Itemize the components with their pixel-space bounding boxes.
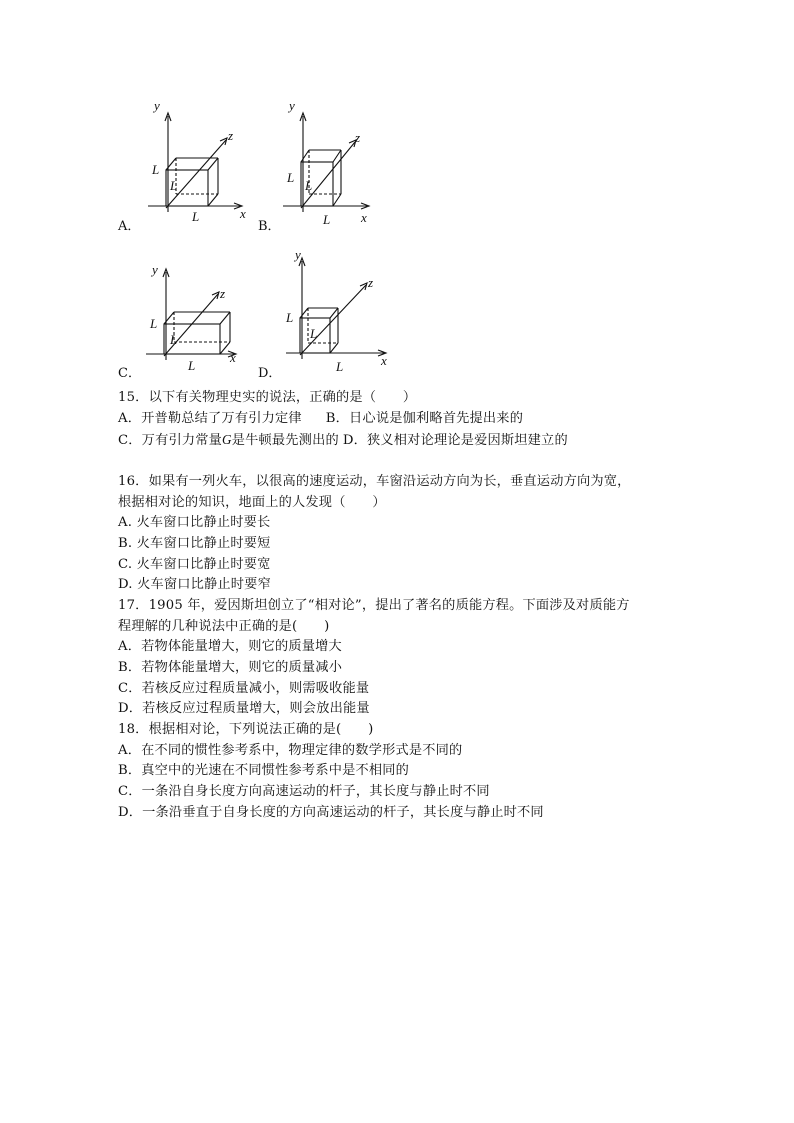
q16-stem-line1: 16．如果有一列火车，以很高的速度运动，车窗沿运动方向为长，垂直运动方向为宽， — [118, 474, 631, 489]
q15-stem: 15．以下有关物理史实的说法，正确的是（ ） — [118, 390, 417, 405]
figure-option-a — [140, 100, 260, 230]
option-b-label: B． — [258, 219, 281, 234]
length-label-y: L — [150, 316, 158, 331]
figure-option-c — [140, 260, 260, 375]
length-label-x: L — [336, 359, 344, 374]
z-axis-label: z — [220, 286, 226, 301]
q18-option-b: B．真空中的光速在不同惯性参考系中是不相同的 — [118, 763, 410, 778]
length-label-x: L — [188, 358, 196, 373]
q16-option-d: D. 火车窗口比静止时要窄 — [118, 577, 271, 592]
z-axis-label: z — [368, 275, 374, 290]
z-axis-label: z — [228, 128, 234, 143]
q15-option-a: A．开普勒总结了万有引力定律 — [118, 411, 302, 426]
q15-option-d: D．狭义相对论理论是爱因斯坦建立的 — [342, 433, 568, 448]
q17-stem-line2: 程理解的几种说法中正确的是( ) — [118, 619, 330, 634]
q15-option-c-pre: C．万有引力常量 — [118, 433, 223, 448]
length-label-x: L — [323, 212, 331, 227]
q15-option-b: B．日心说是伽利略首先提出来的 — [325, 411, 524, 426]
q16-option-b: B. 火车窗口比静止时要短 — [118, 536, 271, 551]
q17-option-c: C．若核反应过程质量减小，则需吸收能量 — [118, 681, 370, 696]
z-axis-label: z — [355, 130, 361, 145]
cube-diagram-c — [140, 260, 260, 375]
x-axis-label: x — [240, 206, 246, 221]
length-label-z: L — [170, 178, 178, 193]
option-a-label: A． — [118, 219, 141, 234]
figure-option-d — [280, 245, 400, 375]
length-label-z: L — [310, 326, 318, 341]
option-c-label: C． — [118, 366, 141, 381]
q15-option-c-symbol: G — [222, 432, 232, 447]
cube-diagram-b — [275, 100, 395, 230]
cube-diagram-d — [280, 245, 400, 375]
q17-option-b: B．若物体能量增大，则它的质量减小 — [118, 660, 343, 675]
q16-option-c: C. 火车窗口比静止时要宽 — [118, 557, 271, 572]
y-axis-label: y — [295, 247, 301, 262]
x-axis-label: x — [381, 353, 387, 368]
q17-option-d: D．若核反应过程质量增大，则会放出能量 — [118, 701, 370, 716]
figure-option-b — [275, 100, 395, 230]
q15-options-ab — [118, 411, 523, 427]
length-label-z: L — [170, 332, 178, 347]
q17-option-a: A．若物体能量增大，则它的质量增大 — [118, 639, 342, 654]
q15-option-c-post: 是牛顿最先测出的 — [231, 433, 339, 448]
length-label-y: L — [286, 310, 294, 325]
cube-diagram-a — [140, 100, 260, 230]
q18-option-c: C．一条沿自身长度方向高速运动的杆子，其长度与静止时不同 — [118, 784, 490, 799]
q15-options-cd — [118, 432, 568, 449]
length-label-y: L — [287, 170, 295, 185]
q18-option-a: A．在不同的惯性参考系中，物理定律的数学形式是不同的 — [118, 743, 463, 758]
x-axis-label: x — [230, 350, 236, 365]
y-axis-label: y — [289, 98, 295, 113]
y-axis-label: y — [152, 262, 158, 277]
length-label-x: L — [192, 209, 200, 224]
length-label-z: L — [305, 178, 313, 193]
q18-stem: 18．根据相对论，下列说法正确的是( ) — [118, 722, 374, 737]
q16-stem-line2: 根据相对论的知识，地面上的人发现（ ） — [118, 495, 386, 510]
q18-option-d: D．一条沿垂直于自身长度的方向高速运动的杆子，其长度与静止时不同 — [118, 805, 544, 820]
y-axis-label: y — [154, 98, 160, 113]
x-axis-label: x — [361, 210, 367, 225]
q17-stem-line1: 17．1905 年，爱因斯坦创立了“相对论”，提出了著名的质能方程。下面涉及对质能方 — [118, 598, 630, 613]
length-label-y: L — [152, 162, 160, 177]
q16-option-a: A. 火车窗口比静止时要长 — [118, 515, 271, 530]
option-d-label: D． — [258, 366, 282, 381]
